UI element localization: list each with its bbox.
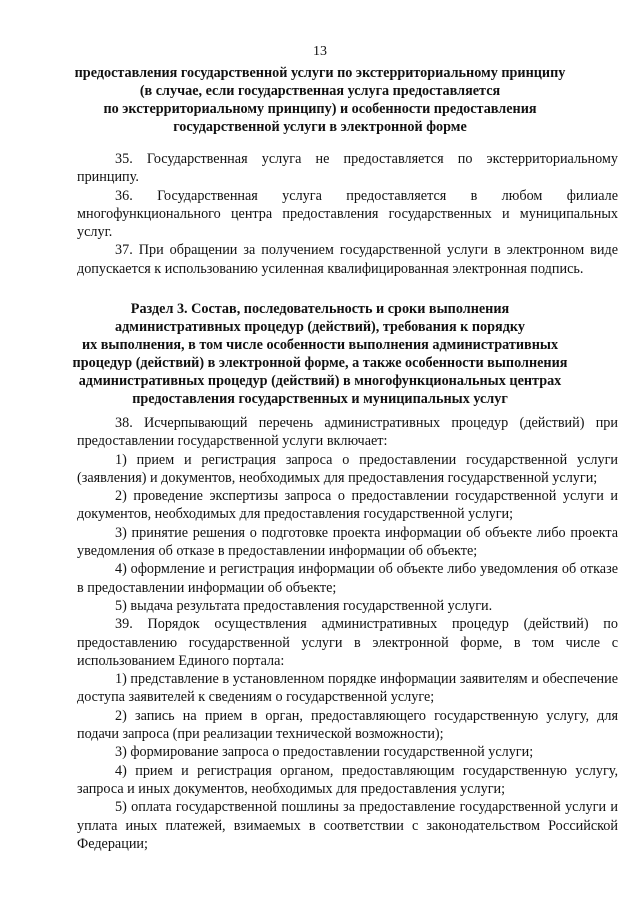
list-item: 2) запись на прием в орган, предоставляющего государственную услугу, для подачи запроса (при реализации технической возможности); (77, 707, 618, 743)
paragraph-39: 39. Порядок осуществления административных процедур (действий) по предоставлению государственной услуги в электронной форме, в том числе с использованием Единого портала: (77, 616, 618, 669)
heading-line: государственной услуги в электронной форме (173, 119, 467, 136)
list-item: 5) выдача результата предоставления государственной услуги. (115, 597, 493, 614)
heading-line: Раздел 3. Состав, последовательность и сроки выполнения (130, 301, 510, 317)
subsection-heading (72, 64, 568, 136)
paragraph-36: 36. Государственная услуга предоставляется в любом филиале многофункционального центра предоставления государственных и муниципальных услуг. (77, 187, 618, 241)
heading-line: их выполнения, в том числе особенности выполнения административных (81, 337, 559, 354)
list-item: 5) оплата государственной пошлины за предоставление государственной услуги и уплата иных платежей, взимаемых в соответствии с законодательством Российской Федерации; (77, 799, 618, 852)
page-number: 13 (313, 44, 327, 59)
heading-line: процедур (действий) в электронной форме, а также особенности выполнения (72, 355, 568, 372)
paragraph-37: 37. При обращении за получением государственной услуги в электронном виде допускается к использованию усиленная квалифицированная электронная подпись. (77, 242, 618, 277)
paragraph-38: 38. Исчерпывающий перечень административных процедур (действий) при предоставлении государственной услуги включает: (77, 415, 618, 450)
heading-line: предоставления государственной услуги по экстерриториальному принципу (74, 65, 566, 81)
list-item: 1) прием и регистрация запроса о предоставлении государственной услуги (заявления) и документов, необходимых для предоставления государственной услуги; (77, 451, 618, 486)
body-text-block (77, 414, 618, 853)
list-item: 4) прием и регистрация органом, предоставляющим государственную услугу, запроса и иных документов, необходимых для предоставления услуги; (77, 762, 618, 797)
paragraph-35: 35. Государственная услуга не предоставляется по экстерриториальному принципу. (77, 151, 618, 186)
list-item: 2) проведение экспертизы запроса о предоставлении государственной услуги и документов, необходимых для предоставления государственной услуги; (77, 488, 618, 523)
heading-line: административных процедур (действий), требования к порядку (115, 319, 525, 336)
body-text-block (77, 150, 618, 278)
heading-line: по экстерриториальному принципу) и особенности предоставления (103, 101, 537, 118)
heading-line: административных процедур (действий) в многофункциональных центрах (78, 373, 562, 390)
heading-line: предоставления государственных и муниципальных услуг (132, 391, 508, 408)
section-3-heading (72, 300, 568, 409)
list-item: 4) оформление и регистрация информации об объекте либо уведомления об отказе в предоставлении информации об объекте; (77, 561, 618, 596)
heading-line: (в случае, если государственная услуга предоставляется (139, 83, 501, 100)
list-item: 3) принятие решения о подготовке проекта информации об объекте либо проекта уведомления об отказе в предоставлении информации об объекте; (77, 524, 618, 560)
list-item: 1) представление в установленном порядке информации заявителям и обеспечение доступа заявителей к сведениям о государственной услуге; (77, 671, 618, 706)
list-item: 3) формирование запроса о предоставлении государственной услуги; (115, 744, 534, 761)
